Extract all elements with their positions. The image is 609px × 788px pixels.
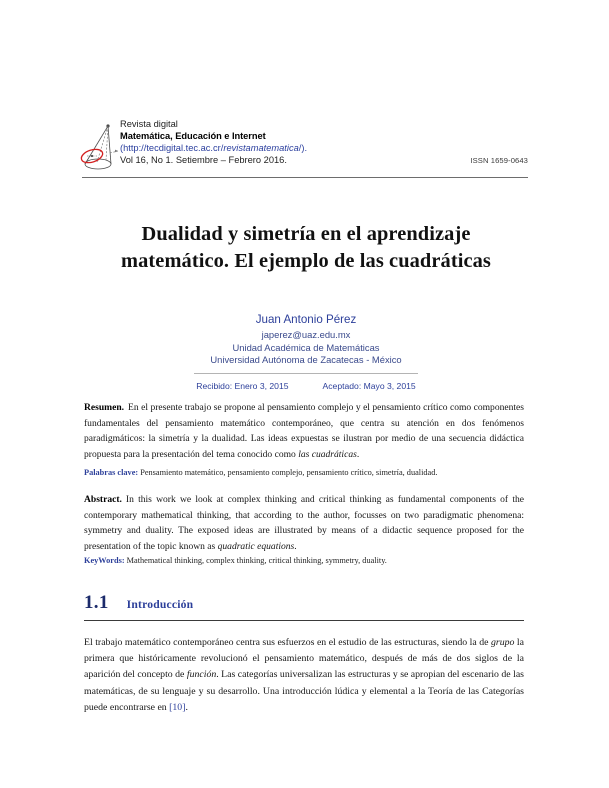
section-heading [84,592,524,614]
masthead-divider [82,177,528,178]
intro-text-part-4: . [185,701,188,713]
section-number: 1.1 [84,592,109,613]
masthead-volume-issue: Vol 16, No 1. Setiembre – Febrero 2016. [120,154,287,165]
resumen-paragraph [84,400,524,462]
article-title [84,221,528,274]
author-email[interactable]: japerez@uaz.edu.mx [261,329,351,340]
article-title-line-2: matemático. El ejemplo de las cuadráticas [121,249,491,272]
intro-italic-grupo: grupo [491,637,515,648]
url-suffix: /). [298,142,308,153]
url-italic-segment: revistamatematica [223,142,299,153]
author-block [84,312,528,391]
introduction-paragraph [84,635,524,716]
masthead-row [84,118,528,172]
abstract-italic-term: quadratic equations [217,540,295,552]
citation-reference-10[interactable]: [10] [169,701,186,713]
masthead-line-revista-digital: Revista digital [120,119,178,129]
intro-italic-funcion: función [186,669,217,681]
abstract-text: In this work we look at complex thinking and critical thinking as fundamental components of the contemporary mathematical thinking, that according to the author, focusses on two paradigmatic phenomena: symmetry and duality. The exposed ideas are illustrated by means of a didactic sequence proposed for the presentation of the topic known as [84,494,524,552]
section-title: Introducción [126,598,194,611]
journal-masthead [84,118,528,172]
masthead-journal-url[interactable] [120,143,528,155]
resumen-text: En el presente trabajo se propone al pensamiento complejo y el pensamiento crítico como componentes fundamentales del pensamiento matemático contemporáneo, que centra su atención en dos fenómenos paradigmáticos: la simetría y la dualidad. Las ideas expuestas se ilustran por medio de una secuencia didáctica propuesta para la presentación del tema conocido como [84,402,524,460]
keywords-separator: : [121,556,125,565]
masthead-text-block [120,118,528,167]
abstract-text-tail: . [294,540,297,552]
section-heading-divider [84,620,524,621]
intro-text-part-2: la primera que históricamente revolucionó el pensamiento matemático, después de más de dos siglos de la aparición del concepto de [84,637,524,681]
keywords-line [84,555,524,567]
abstract-label: Abstract. [84,494,122,505]
resumen-italic-term: las cuadráticas [298,448,357,460]
palabras-clave-separator: : [135,468,139,477]
date-received: Recibido: Enero 3, 2015 [196,380,289,391]
keywords-text: Mathematical thinking, complex thinking, critical thinking, symmetry, duality. [124,556,387,565]
author-affiliation-department: Unidad Académica de Matemáticas [232,341,380,353]
author-affiliation-university: Universidad Autónoma de Zacatecas - México [210,354,402,366]
issn-number: ISSN 1659-0643 [470,156,528,165]
keywords-label: KeyWords [84,556,122,565]
author-block-divider [194,373,418,374]
intro-text-part-3: . Las categorías universalizan las estructuras y se apropian del escenario de las matemáticas, de su lenguaje y su desarrollo. Una introducción lúdica y elemental a la Teoría de las Categorías puede encontrarse en [84,669,524,713]
abstract-paragraph [84,492,524,554]
palabras-clave-line [84,467,524,479]
url-prefix: (http://tecdigital.tec.ac.cr/ [120,142,224,153]
date-accepted: Aceptado: Mayo 3, 2015 [322,380,416,391]
cone-conic-section-icon [80,120,120,172]
author-name: Juan Antonio Pérez [255,313,357,326]
palabras-clave-text: Pensamiento matemático, pensamiento complejo, pensamiento crítico, simetría, dualidad. [138,468,438,477]
submission-dates [84,381,528,391]
intro-text-part-1: El trabajo matemático contemporáneo centra sus esfuerzos en el estudio de las estructuras, siendo la de [84,637,491,648]
palabras-clave-label: Palabras clave [84,468,136,477]
article-title-line-1: Dualidad y simetría en el aprendizaje [141,223,471,245]
resumen-label: Resumen. [84,402,125,413]
resumen-text-tail: . [356,448,360,460]
masthead-journal-name: Matemática, Educación e Internet [120,130,266,141]
